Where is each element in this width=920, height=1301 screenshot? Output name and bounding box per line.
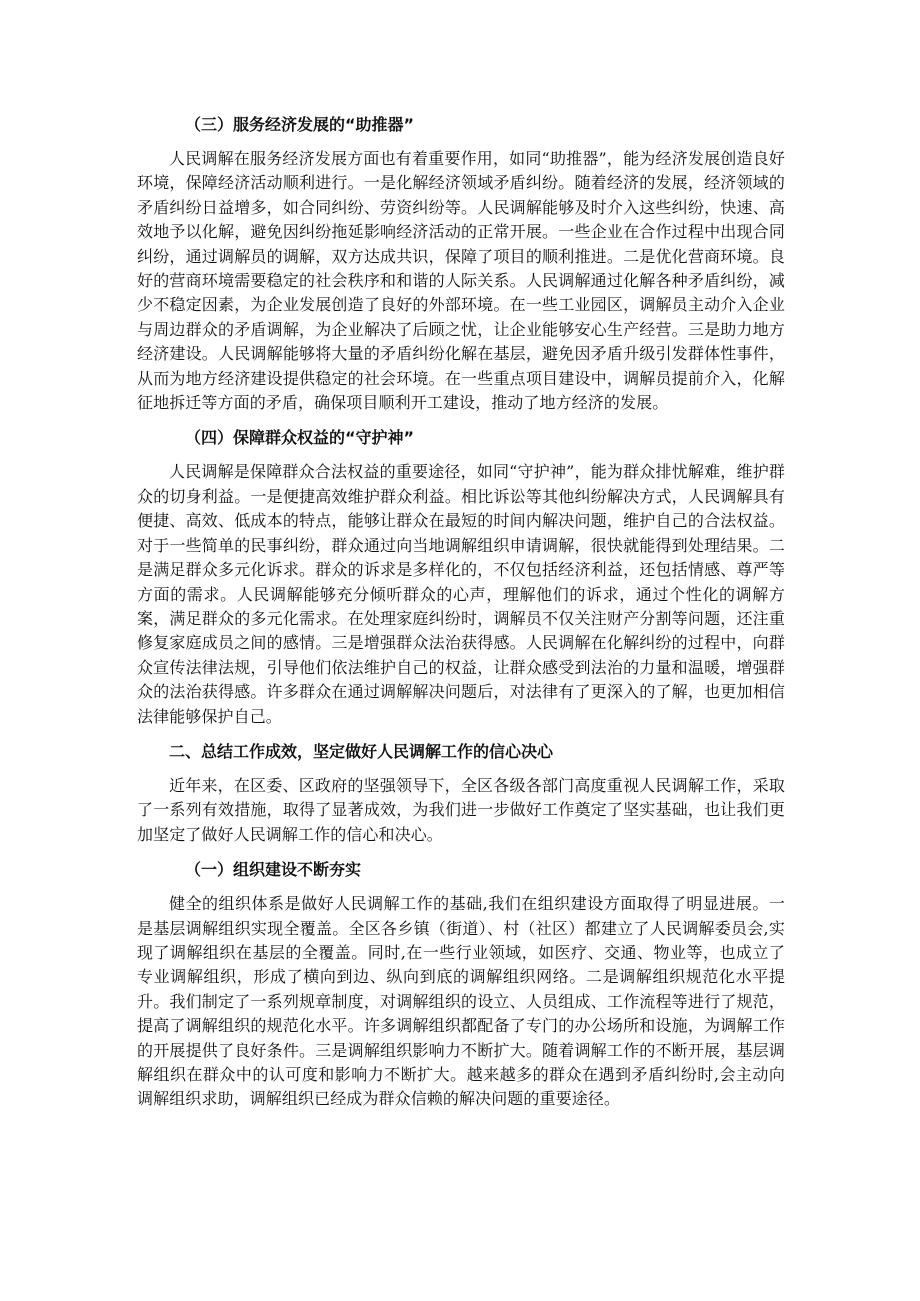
chapter-heading-2: 二、总结工作成效，坚定做好人民调解工作的信心决心 bbox=[169, 741, 554, 761]
section-heading-1: （一）组织建设不断夯实 bbox=[185, 860, 362, 880]
document-body bbox=[137, 108, 785, 1118]
paragraph-rights-guardian: 人民调解是保障群众合法权益的重要途径，如同“守护神”，能为群众排忧解难，维护群众的切身利益。一是便捷高效维护群众利益。相比诉讼等其他纠纷解决方式，人民调解具有便捷、高效、低成本的特点，能够让群众在最短的时间内解决问题，维护自己的合法权益。对于一些简单的民事纠纷，群众通过向当地调解组织申请调解，很快就能得到处理结果。二是满足群众多元化诉求。群众的诉求是多样化的，不仅包括经济利益，还包括情感、尊严等方面的需求。人民调解能够充分倾听群众的心声，理解他们的诉求，通过个性化的调解方案，满足群众的多元化需求。在处理家庭纠纷时，调解员不仅关注财产分割等问题，还注重修复家庭成员之间的感情。三是增强群众法治获得感。人民调解在化解纠纷的过程中，向群众宣传法律法规，引导他们依法维护自己的权益，让群众感受到法治的力量和温暖，增强群众的法治获得感。许多群众在通过调解解决问题后，对法律有了更深入的了解，也更加相信法律能够保护自己。 bbox=[137, 462, 785, 726]
paragraph-organization-building: 健全的组织体系是做好人民调解工作的基础,我们在组织建设方面取得了明显进展。一是基层调解组织实现全覆盖。全区各乡镇（街道）、村（社区）都建立了人民调解委员会,实现了调解组织在基层的全覆盖。同时,在一些行业领域，如医疗、交通、物业等，也成立了专业调解组织，形成了横向到边、纵向到底的调解组织网络。二是调解组织规范化水平提升。我们制定了一系列规章制度，对调解组织的设立、人员组成、工作流程等进行了规范，提高了调解组织的规范化水平。许多调解组织都配备了专门的办公场所和设施，为调解工作的开展提供了良好条件。三是调解组织影响力不断扩大。随着调解工作的不断开展，基层调解组织在群众中的认可度和影响力不断扩大。越来越多的群众在遇到矛盾纠纷时,会主动向调解组织求助，调解组织已经成为群众信赖的解决问题的重要途径。 bbox=[137, 894, 785, 1109]
paragraph-achievements-intro: 近年来，在区委、区政府的坚强领导下，全区各级各部门高度重视人民调解工作，采取了一系列有效措施，取得了显著成效，为我们进一步做好工作奠定了坚实基础，也让我们更加坚定了做好人民调解工作的信心和决心。 bbox=[137, 775, 785, 844]
paragraph-economic-booster: 人民调解在服务经济发展方面也有着重要作用，如同“助推器”，能为经济发展创造良好环境，保障经济活动顺利进行。一是化解经济领域矛盾纠纷。随着经济的发展，经济领域的矛盾纠纷日益增多，如合同纠纷、劳资纠纷等。人民调解能够及时介入这些纠纷，快速、高效地予以化解，避免因纠纷拖延影响经济活动的正常开展。一些企业在合作过程中出现合同纠纷，通过调解员的调解，双方达成共识，保障了项目的顺利推进。二是优化营商环境。良好的营商环境需要稳定的社会秩序和和谐的人际关系。人民调解通过化解各种矛盾纠纷，减少不稳定因素，为企业发展创造了良好的外部环境。在一些工业园区，调解员主动介入企业与周边群众的矛盾调解，为企业解决了后顾之忧，让企业能够安心生产经营。三是助力地方经济建设。人民调解能够将大量的矛盾纠纷化解在基层，避免因矛盾升级引发群体性事件，从而为地方经济建设提供稳定的社会环境。在一些重点项目建设中，调解员提前介入，化解征地拆迁等方面的矛盾，确保项目顺利开工建设，推动了地方经济的发展。 bbox=[137, 149, 785, 413]
section-heading-3: （三）服务经济发展的“助推器” bbox=[185, 115, 415, 134]
section-heading-4: （四）保障群众权益的“守护神” bbox=[185, 428, 415, 448]
